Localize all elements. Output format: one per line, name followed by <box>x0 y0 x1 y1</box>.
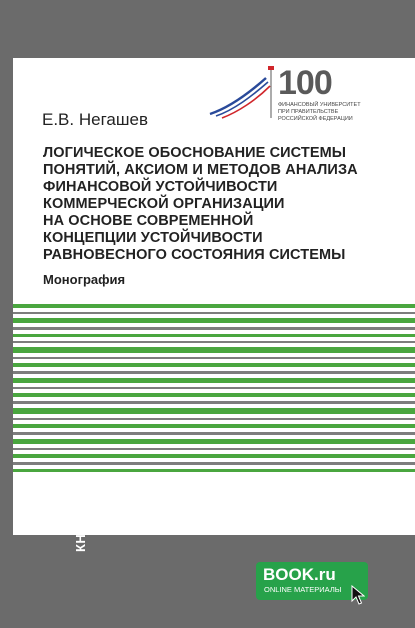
publisher-logo <box>74 496 87 552</box>
mouse-pointer-icon <box>351 585 365 605</box>
genre-label: Монография <box>43 272 126 287</box>
stripe <box>13 363 415 367</box>
bookru-subtitle: ONLINE МАТЕРИАЛЫ <box>264 585 342 594</box>
university-logo <box>208 64 388 124</box>
swoosh-icon <box>208 64 278 120</box>
stripe <box>13 312 415 314</box>
title-line: ЛОГИЧЕСКОЕ ОБОСНОВАНИЕ СИСТЕМЫ <box>43 145 347 161</box>
title-line: ПОНЯТИЙ, АКСИОМ И МЕТОДОВ АНАЛИЗА <box>43 162 358 178</box>
stripe <box>13 401 415 404</box>
stripe <box>13 454 415 458</box>
top-gray-band <box>0 0 415 58</box>
stripe <box>13 318 415 323</box>
title-line: КОНЦЕПЦИИ УСТОЙЧИВОСТИ <box>43 230 263 246</box>
stripe <box>13 424 415 428</box>
publisher-name: КНОРУС <box>73 495 88 552</box>
logo-caption-line: РОССИЙСКОЙ ФЕДЕРАЦИИ <box>278 116 353 122</box>
stripe <box>13 341 415 343</box>
author-name: Е.В. Негашев <box>42 110 148 129</box>
stripe <box>13 334 415 337</box>
title-line: ФИНАНСОВОЙ УСТОЙЧИВОСТИ <box>43 179 278 195</box>
stripe <box>13 304 415 308</box>
logo-caption-line: ФИНАНСОВЫЙ УНИВЕРСИТЕТ <box>278 102 361 108</box>
stripe <box>13 327 415 330</box>
title-line: КОММЕРЧЕСКОЙ ОРГАНИЗАЦИИ <box>43 196 285 212</box>
stripe <box>13 469 415 472</box>
stripe <box>13 432 415 435</box>
stripe <box>13 408 415 414</box>
logo-caption-line: ПРИ ПРАВИТЕЛЬСТВЕ <box>278 109 339 115</box>
stripe <box>13 448 415 450</box>
stripe <box>13 357 415 359</box>
stripe <box>13 347 415 353</box>
bookru-title: BOOK.ru <box>263 565 336 584</box>
title-line: НА ОСНОВЕ СОВРЕМЕННОЙ <box>43 213 254 229</box>
logo-number: 100 <box>278 64 332 102</box>
stripe <box>13 439 415 444</box>
stripe <box>13 418 415 420</box>
stripe <box>13 462 415 465</box>
stripe <box>13 393 415 397</box>
logo-caption <box>278 102 378 123</box>
title-line: РАВНОВЕСНОГО СОСТОЯНИЯ СИСТЕМЫ <box>43 247 346 263</box>
book-title <box>43 145 388 264</box>
stripe <box>13 371 415 374</box>
stripe <box>13 378 415 383</box>
stripe <box>13 387 415 389</box>
